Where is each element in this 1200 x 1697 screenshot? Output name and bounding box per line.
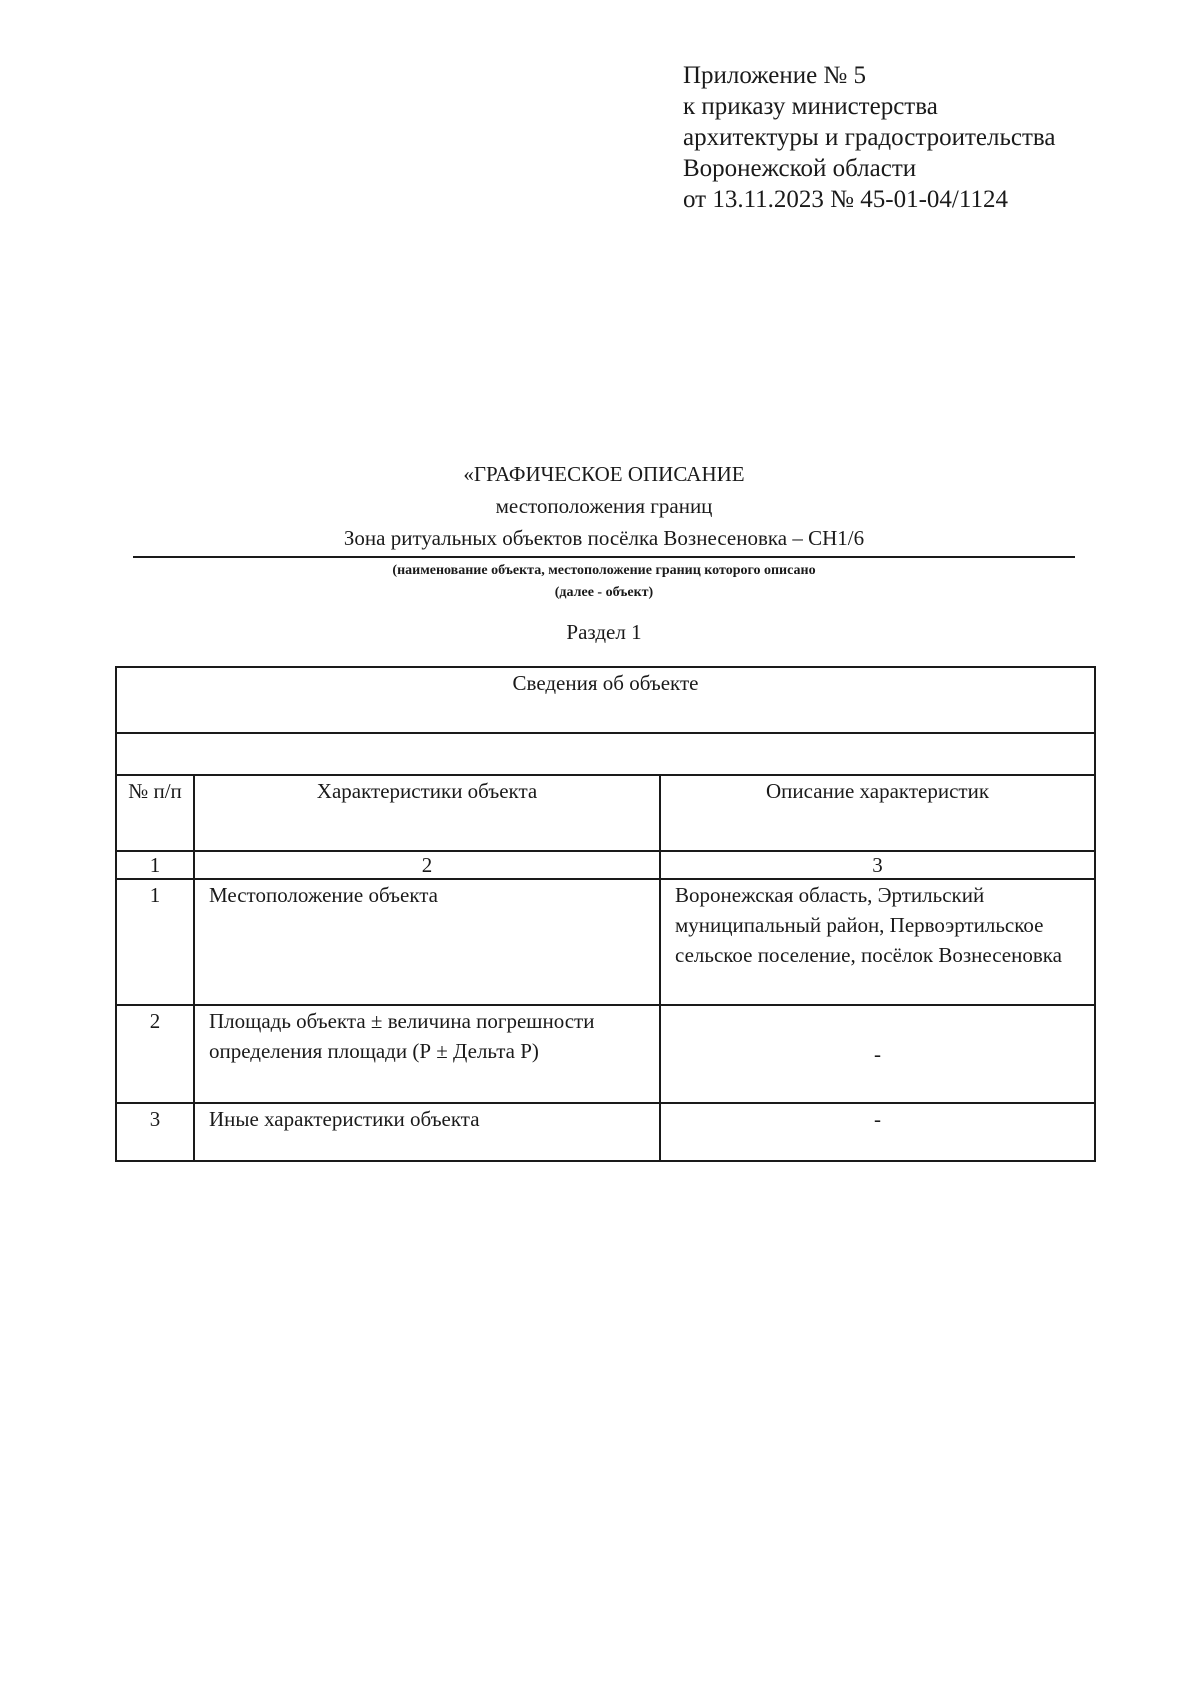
row-characteristic: Площадь объекта ± величина погрешности определения площади (Р ± Дельта Р)	[194, 1005, 660, 1103]
column-number-1: 1	[116, 851, 194, 879]
document-title-block	[133, 460, 1075, 646]
row-characteristic: Местоположение объекта	[194, 879, 660, 1005]
table-header-row	[116, 775, 1095, 851]
row-num: 2	[116, 1005, 194, 1103]
table-caption: Сведения об объекте	[116, 667, 1095, 733]
row-num: 1	[116, 879, 194, 1005]
column-number-2: 2	[194, 851, 660, 879]
table-caption-row	[116, 667, 1095, 733]
table-empty-row	[116, 733, 1095, 775]
section-label: Раздел 1	[566, 620, 642, 644]
table-column-numbers-row	[116, 851, 1095, 879]
document-subheading: местоположения границ	[495, 494, 713, 518]
table-row	[116, 1103, 1095, 1161]
row-num: 3	[116, 1103, 194, 1161]
document-heading: «ГРАФИЧЕСКОЕ ОПИСАНИЕ	[463, 462, 745, 486]
header-description: Описание характеристик	[660, 775, 1095, 851]
appendix-number: Приложение № 5	[683, 62, 867, 89]
object-name-note-line1: (наименование объекта, местоположение границ которого описано	[392, 563, 816, 578]
appendix-ministry: архитектуры и градостроительства	[683, 124, 1056, 151]
appendix-region: Воронежской области	[683, 155, 917, 182]
object-name: Зона ритуальных объектов посёлка Вознесеновка – СН1/6	[133, 524, 1075, 558]
row-description: Воронежская область, Эртильский муниципальный район, Первоэртильское сельское поселение, посёлок Вознесеновка	[660, 879, 1095, 1005]
column-number-3: 3	[660, 851, 1095, 879]
appendix-date-number: от 13.11.2023 № 45-01-04/1124	[683, 186, 1008, 213]
row-description: -	[660, 1103, 1095, 1161]
table-empty-cell	[116, 733, 1095, 775]
appendix-order-ref: к приказу министерства	[683, 93, 938, 120]
object-info-table	[115, 666, 1096, 1162]
row-characteristic: Иные характеристики объекта	[194, 1103, 660, 1161]
table-row	[116, 879, 1095, 1005]
object-name-note-line2: (далее - объект)	[554, 585, 654, 600]
header-num: № п/п	[116, 775, 194, 851]
appendix-header	[683, 60, 1153, 215]
object-name-note	[133, 560, 1075, 604]
row-description: -	[660, 1005, 1095, 1103]
table-row	[116, 1005, 1095, 1103]
header-characteristic: Характеристики объекта	[194, 775, 660, 851]
